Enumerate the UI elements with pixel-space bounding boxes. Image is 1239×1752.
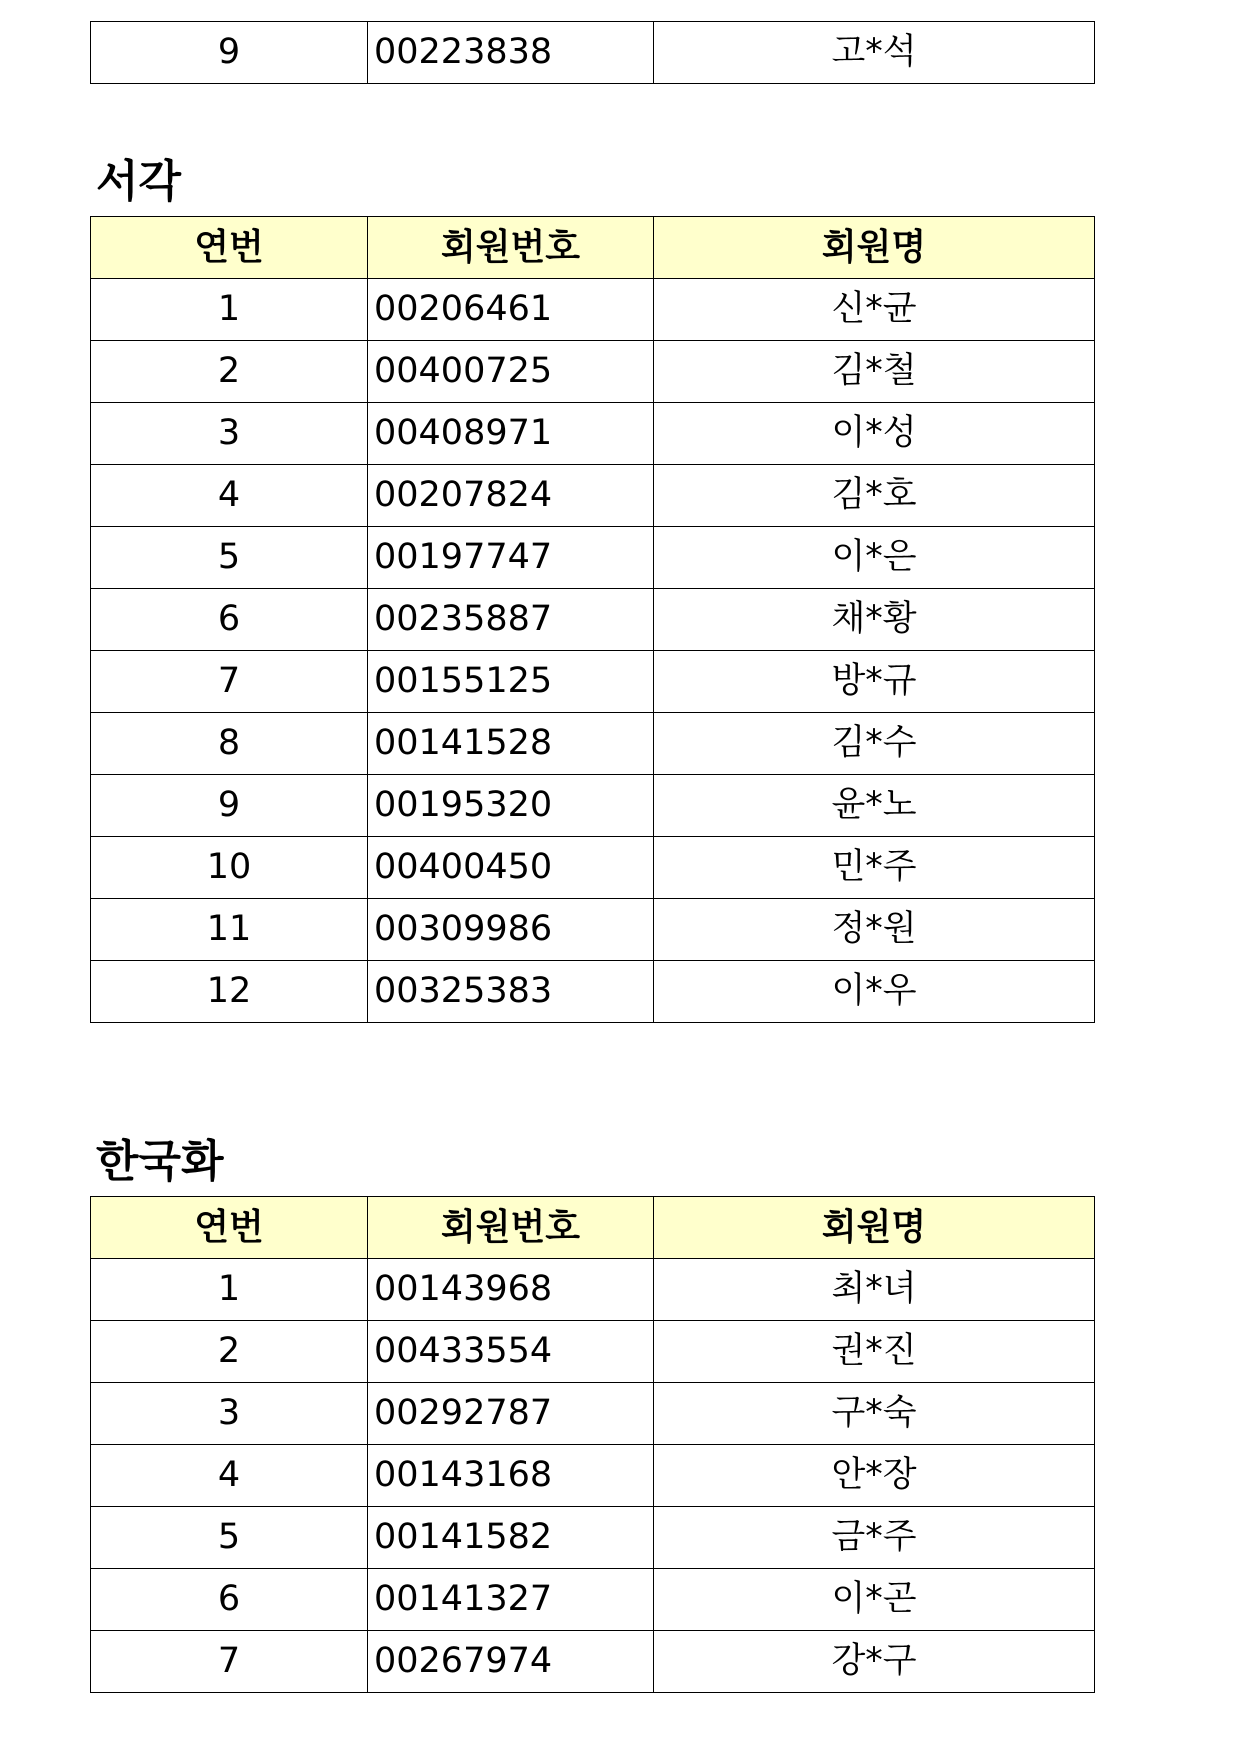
header-member-id: 회원번호 [368, 217, 654, 279]
row-number: 6 [91, 1569, 368, 1631]
member-name: 윤*노 [654, 775, 1095, 837]
section-title-seogak: 서각 [96, 156, 182, 207]
member-name: 김*수 [654, 713, 1095, 775]
row-number: 3 [91, 403, 368, 465]
member-id: 00143168 [368, 1445, 654, 1507]
table-row [91, 1383, 1095, 1445]
table-row [91, 961, 1095, 1023]
table-row [91, 775, 1095, 837]
member-name: 신*균 [654, 279, 1095, 341]
member-name: 정*원 [654, 899, 1095, 961]
member-name: 구*숙 [654, 1383, 1095, 1445]
member-id: 00195320 [368, 775, 654, 837]
member-name: 권*진 [654, 1321, 1095, 1383]
table-row [91, 713, 1095, 775]
table-row [91, 279, 1095, 341]
row-number: 4 [91, 1445, 368, 1507]
row-number: 12 [91, 961, 368, 1023]
table-row [91, 22, 1095, 84]
member-id: 00155125 [368, 651, 654, 713]
table-row [91, 403, 1095, 465]
header-member-name: 회원명 [654, 1197, 1095, 1259]
table-header-row [91, 1197, 1095, 1259]
header-member-id: 회원번호 [368, 1197, 654, 1259]
member-id: 00141582 [368, 1507, 654, 1569]
header-no: 연번 [91, 217, 368, 279]
member-id: 00325383 [368, 961, 654, 1023]
member-id: 00141327 [368, 1569, 654, 1631]
table-row [91, 1445, 1095, 1507]
table-row [91, 837, 1095, 899]
member-name: 채*황 [654, 589, 1095, 651]
member-id: 00433554 [368, 1321, 654, 1383]
row-number: 1 [91, 279, 368, 341]
header-member-name: 회원명 [654, 217, 1095, 279]
table-row [91, 1631, 1095, 1693]
header-no: 연번 [91, 1197, 368, 1259]
table-row [91, 527, 1095, 589]
table-row [91, 899, 1095, 961]
table-row [91, 1507, 1095, 1569]
table-row [91, 651, 1095, 713]
member-id: 00267974 [368, 1631, 654, 1693]
row-number: 2 [91, 1321, 368, 1383]
row-number: 7 [91, 1631, 368, 1693]
section-title-korean-painting: 한국화 [96, 1136, 224, 1187]
member-id: 00143968 [368, 1259, 654, 1321]
member-id: 00235887 [368, 589, 654, 651]
table-header-row [91, 217, 1095, 279]
row-number: 9 [91, 22, 368, 84]
member-id: 00141528 [368, 713, 654, 775]
row-number: 8 [91, 713, 368, 775]
member-name: 이*성 [654, 403, 1095, 465]
member-id: 00400725 [368, 341, 654, 403]
member-name: 방*규 [654, 651, 1095, 713]
table-row [91, 465, 1095, 527]
table-row [91, 1259, 1095, 1321]
table-row [91, 1569, 1095, 1631]
member-id: 00207824 [368, 465, 654, 527]
member-id: 00309986 [368, 899, 654, 961]
member-name: 이*은 [654, 527, 1095, 589]
member-id: 00206461 [368, 279, 654, 341]
korean-painting-table [90, 1196, 1095, 1693]
row-number: 2 [91, 341, 368, 403]
row-number: 11 [91, 899, 368, 961]
table-row [91, 589, 1095, 651]
member-name: 김*호 [654, 465, 1095, 527]
row-number: 10 [91, 837, 368, 899]
member-id: 00400450 [368, 837, 654, 899]
row-number: 5 [91, 527, 368, 589]
row-number: 4 [91, 465, 368, 527]
table-row [91, 341, 1095, 403]
row-number: 6 [91, 589, 368, 651]
member-name: 이*우 [654, 961, 1095, 1023]
member-name: 고*석 [654, 22, 1095, 84]
row-number: 1 [91, 1259, 368, 1321]
row-number: 7 [91, 651, 368, 713]
continued-table [90, 21, 1095, 84]
member-name: 강*구 [654, 1631, 1095, 1693]
seogak-table [90, 216, 1095, 1023]
row-number: 3 [91, 1383, 368, 1445]
member-id: 00292787 [368, 1383, 654, 1445]
member-name: 이*곤 [654, 1569, 1095, 1631]
row-number: 5 [91, 1507, 368, 1569]
table-row [91, 1321, 1095, 1383]
member-id: 00223838 [368, 22, 654, 84]
row-number: 9 [91, 775, 368, 837]
member-name: 김*철 [654, 341, 1095, 403]
member-name: 안*장 [654, 1445, 1095, 1507]
member-name: 금*주 [654, 1507, 1095, 1569]
member-id: 00408971 [368, 403, 654, 465]
member-name: 민*주 [654, 837, 1095, 899]
member-id: 00197747 [368, 527, 654, 589]
member-name: 최*녀 [654, 1259, 1095, 1321]
